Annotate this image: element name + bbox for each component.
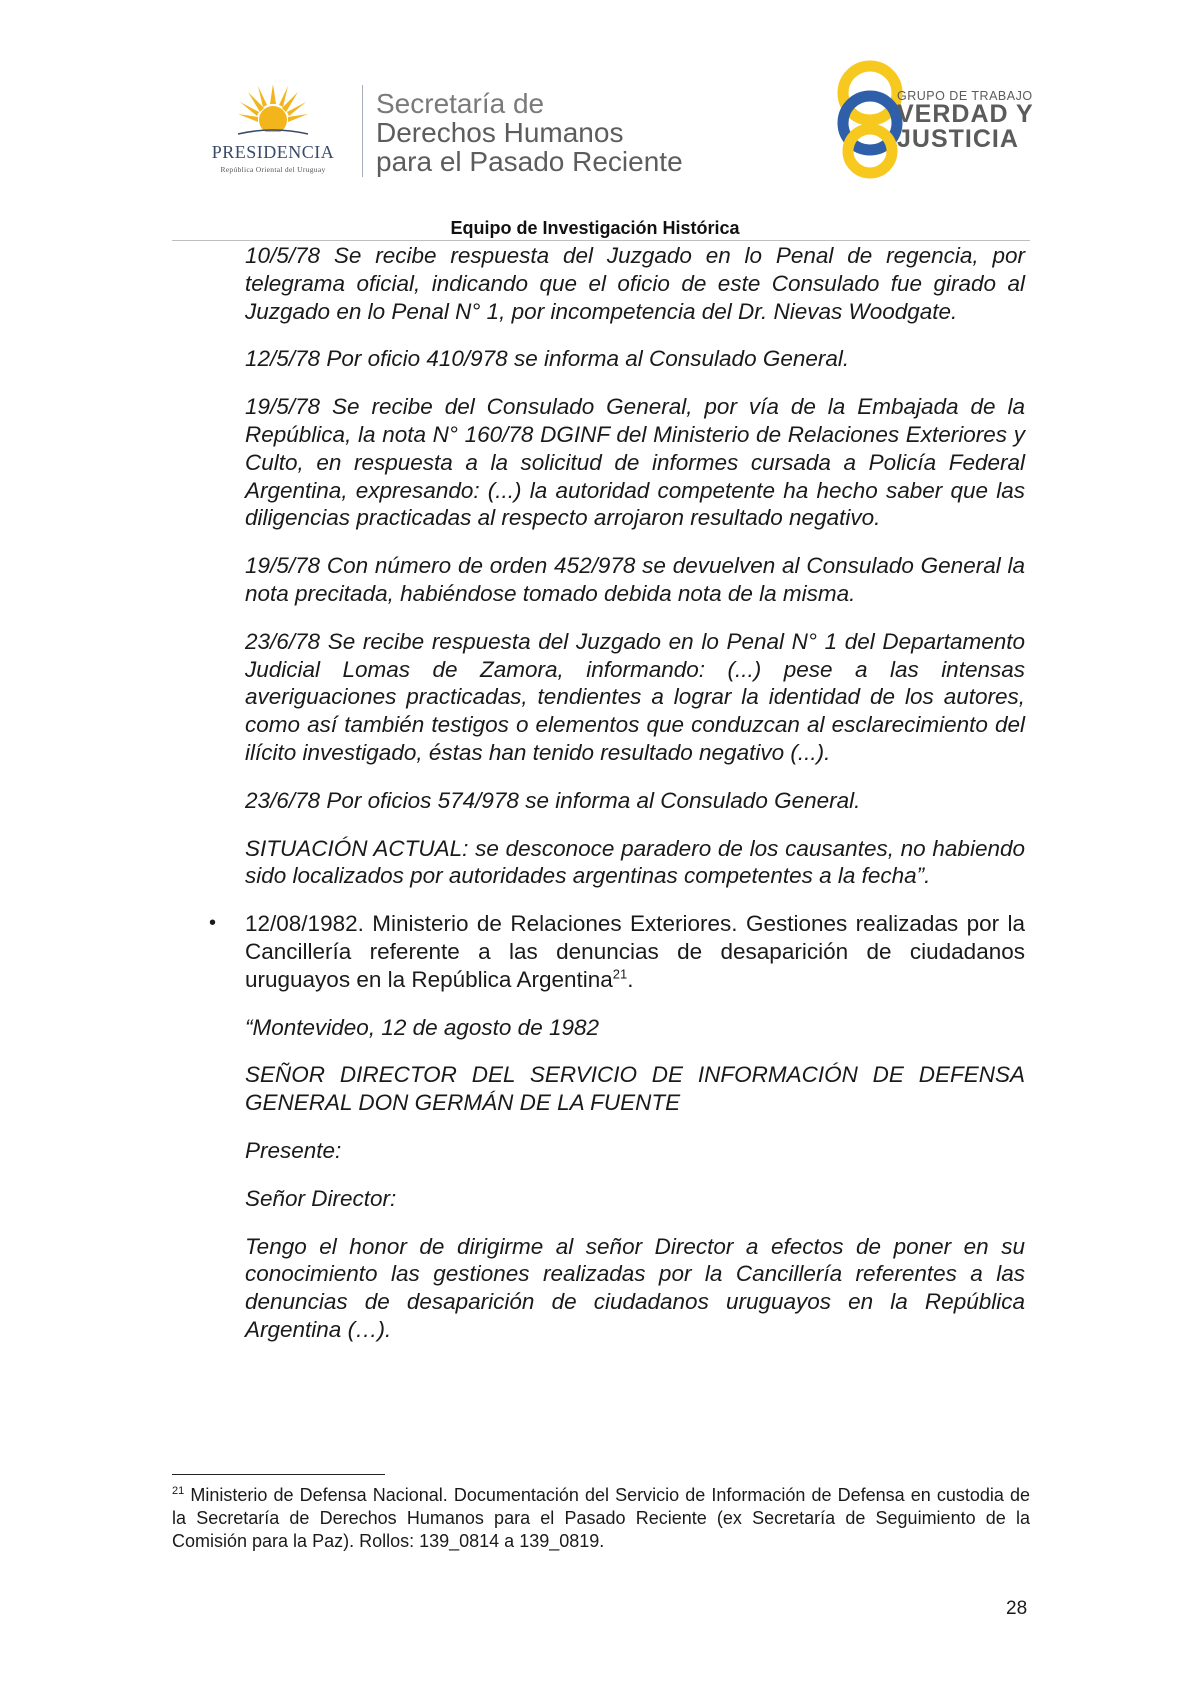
secretaria-logo-text — [376, 89, 683, 176]
paragraph-5: 23/6/78 Se recibe respuesta del Juzgado en lo Penal N° 1 del Departamento Judicial Lomas de Zamora, informando: (...) pese a las intensas averiguaciones practicadas, tendientes a lograr la identidad de los autores, como así también testigos o elementos que conduzcan al esclarecimiento del ilícito investigado, éstas han tenido resultado negativo (...). — [245, 628, 1025, 765]
secretaria-line-1: Secretaría de — [376, 88, 545, 119]
paragraph-7: SITUACIÓN ACTUAL: se desconoce paradero de los causantes, no habiendo sido localizados por autoridades argentinas competentes a la fecha”. — [245, 835, 1025, 889]
presidencia-logo — [198, 82, 348, 182]
secretaria-line-3: para el Pasado Reciente — [376, 146, 683, 177]
vyj-title — [897, 102, 1034, 152]
footnote-text: Ministerio de Defensa Nacional. Documentación del Servicio de Información de Defensa en custodia de la Secretaría de Derechos Humanos para el Pasado Reciente (ex Secretaría de Seguimiento de la Comisión para la Paz). Rollos: 139_0814 a 139_0819. — [172, 1485, 1030, 1551]
paragraph-9: SEÑOR DIRECTOR DEL SERVICIO DE INFORMACIÓN DE DEFENSA GENERAL DON GERMÁN DE LA FUENTE — [245, 1062, 1025, 1116]
document-body — [209, 242, 1025, 1364]
secretaria-line-2: Derechos Humanos — [376, 117, 624, 148]
vyj-title-line-1: VERDAD Y — [897, 100, 1034, 128]
paragraph-12: Tengo el honor de dirigirme al señor Director a efectos de poner en su conocimiento las gestiones realizadas por la Cancillería referentes a las denuncias de desaparición de ciudadanos uruguayos en la República Argentina (…). — [245, 1233, 1025, 1342]
bullet-item — [209, 910, 1025, 993]
presidencia-subtitle: República Oriental del Uruguay — [220, 165, 326, 174]
paragraph-11: Señor Director: — [245, 1185, 397, 1211]
paragraph-1: 10/5/78 Se recibe respuesta del Juzgado en lo Penal de regencia, por telegrama oficial, indicando que el oficio de este Consulado fue girado al Juzgado en lo Penal N° 1, por incompetencia del Dr. Nievas Woodgate. — [245, 243, 1025, 324]
paragraph-4: 19/5/78 Con número de orden 452/978 se devuelven al Consulado General la nota precitada, habiéndose tomado debida nota de la misma. — [245, 553, 1025, 606]
presidencia-wordmark: PRESIDENCIA — [211, 142, 335, 162]
paragraph-2: 12/5/78 Por oficio 410/978 se informa al Consulado General. — [245, 346, 850, 372]
footnote-number: 21 — [172, 1485, 185, 1497]
sun-emblem-icon — [236, 82, 310, 144]
paragraph-6: 23/6/78 Por oficios 574/978 se informa al Consulado General. — [245, 787, 861, 813]
header-divider — [362, 85, 363, 177]
footnote — [172, 1484, 1030, 1553]
header-rule — [172, 240, 1030, 241]
bullet-text: 12/08/1982. Ministerio de Relaciones Exteriores. Gestiones realizadas por la Cancillería referente a las denuncias de desaparición de ciudadanos uruguayos en la República Argentina — [245, 911, 1025, 992]
team-heading: Equipo de Investigación Histórica — [450, 218, 740, 238]
bullet-dot: • — [209, 912, 217, 935]
page-number: 28 — [1006, 1598, 1028, 1619]
paragraph-10: Presente: — [245, 1137, 342, 1163]
footnote-rule — [172, 1474, 385, 1475]
paragraph-3: 19/5/78 Se recibe del Consulado General, por vía de la Embajada de la República, la nota N° 160/78 DGINF del Ministerio de Relaciones Exteriores y Culto, en respuesta a la solicitud de informes cursada a Policía Federal Argentina, expresando: (...) la autoridad competente ha hecho saber que las diligencias practicadas al respecto arrojaron resultado negativo. — [245, 394, 1025, 531]
vyj-title-line-2: JUSTICIA — [897, 125, 1019, 153]
paragraph-8: “Montevideo, 12 de agosto de 1982 — [245, 1014, 600, 1040]
footnote-ref: 21 — [612, 966, 628, 982]
bullet-end: . — [627, 966, 634, 992]
vyj-subtitle: GRUPO DE TRABAJO — [897, 89, 1033, 103]
